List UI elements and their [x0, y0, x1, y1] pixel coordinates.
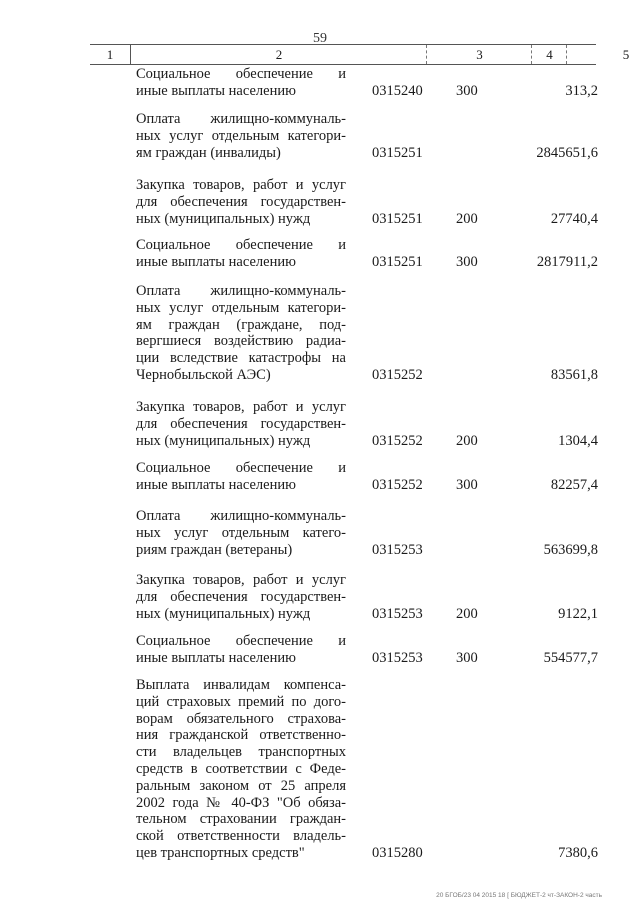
row-description-line: ных (муниципальных) нужд [136, 432, 311, 449]
row-code: 0315240 [372, 82, 423, 99]
row-description-line: для обеспечения государствен- [136, 415, 346, 432]
row-description [136, 460, 346, 494]
row-code: 0315251 [372, 210, 423, 227]
table-header-row [90, 44, 630, 65]
row-description [136, 399, 346, 449]
row-description-line: тельном страховании граждан- [136, 811, 346, 828]
row-code: 0315252 [372, 476, 423, 493]
row-amount: 554577,7 [543, 649, 598, 666]
row-type: 300 [456, 82, 478, 99]
row-code: 0315252 [372, 367, 423, 383]
row-description [136, 111, 346, 161]
row-amount: 82257,4 [550, 476, 598, 493]
row-code: 0315253 [372, 649, 423, 666]
row-description-line: иные выплаты населению [136, 253, 296, 270]
row-description-line: иные выплаты населению [136, 476, 296, 493]
row-description [136, 572, 346, 622]
header-col-3: 3 [426, 45, 532, 64]
footer-code: 20 БГОБ/23 04 2015 18 [ БЮДЖЕТ-2 чт-ЗАКОН-2 часть [436, 892, 602, 899]
row-description-line: ных (муниципальных) нужд [136, 605, 311, 622]
row-amount: 9122,1 [558, 605, 598, 622]
row-description [136, 177, 346, 227]
row-type: 200 [456, 605, 478, 622]
row-type: 300 [456, 253, 478, 270]
row-type: 300 [456, 649, 478, 666]
row-description-line: Закупка товаров, работ и услуг [136, 177, 346, 193]
row-amount: 83561,8 [550, 367, 598, 383]
row-description [136, 66, 346, 100]
row-type: 300 [456, 476, 478, 493]
row-code: 0315253 [372, 541, 423, 558]
row-description-line: ных (муниципальных) нужд [136, 210, 311, 227]
row-description-line: Оплата жилищно-коммуналь- [136, 508, 346, 524]
row-description-line: Оплата жилищно-коммуналь- [136, 283, 346, 299]
row-amount: 2845651,6 [536, 144, 598, 161]
page-number: 59 [313, 31, 327, 46]
row-description-line: сти владельцев транспортных [136, 744, 346, 761]
row-description-line: ций страховых премий по дого- [136, 693, 346, 710]
row-description-line: Закупка товаров, работ и услуг [136, 399, 346, 415]
header-col-2: 2 [130, 45, 427, 64]
row-description-line: ской ответственности владель- [136, 828, 346, 845]
row-description [136, 508, 346, 558]
row-description-line: Социальное обеспечение и [136, 237, 346, 253]
row-description-line: ных услуг отдельным категори- [136, 127, 346, 144]
row-description [136, 633, 346, 667]
row-description-line: ям граждан (граждане, под- [136, 316, 346, 333]
row-code: 0315251 [372, 144, 423, 161]
row-description-line: ных услуг отдельным категори- [136, 299, 346, 316]
row-description-line: Оплата жилищно-коммуналь- [136, 111, 346, 127]
row-type: 200 [456, 210, 478, 227]
row-description-line: 2002 года № 40-ФЗ "Об обяза- [136, 794, 346, 811]
row-code: 0315251 [372, 253, 423, 270]
row-description-line: ральным законом от 25 апреля [136, 777, 346, 794]
row-description-line: средств в соответствии с Феде- [136, 760, 346, 777]
row-description-line: вергшиеся воздействию радиа- [136, 333, 346, 350]
row-description-line: для обеспечения государствен- [136, 588, 346, 605]
row-description-line: ям граждан (инвалиды) [136, 144, 281, 161]
row-description [136, 237, 346, 271]
row-description-line: иные выплаты населению [136, 649, 296, 666]
row-description-line: ния гражданской ответственно- [136, 727, 346, 744]
row-amount: 563699,8 [543, 541, 598, 558]
row-type: 200 [456, 432, 478, 449]
row-description-line: Социальное обеспечение и [136, 460, 346, 476]
row-description-line: цев транспортных средств" [136, 844, 305, 861]
header-col-1: 1 [106, 47, 114, 62]
row-description [136, 283, 346, 384]
row-description-line: ции вследствие катастрофы на [136, 350, 346, 367]
row-amount: 1304,4 [558, 432, 598, 449]
row-description-line: Выплата инвалидам компенса- [136, 677, 346, 693]
row-description-line: Чернобыльской АЭС) [136, 366, 271, 383]
row-amount: 2817911,2 [536, 253, 598, 270]
row-description-line: Закупка товаров, работ и услуг [136, 572, 346, 588]
row-amount: 313,2 [565, 82, 598, 99]
row-code: 0315252 [372, 432, 423, 449]
row-description-line: Социальное обеспечение и [136, 633, 346, 649]
row-amount: 27740,4 [550, 210, 598, 227]
header-col-5: 5 [566, 45, 640, 64]
row-description-line: ных услуг отдельным катего- [136, 524, 346, 541]
row-description-line: иные выплаты населению [136, 82, 296, 99]
row-code: 0315280 [372, 845, 423, 861]
row-code: 0315253 [372, 605, 423, 622]
header-col-4: 4 [531, 45, 567, 64]
row-amount: 7380,6 [558, 845, 598, 861]
row-description-line: для обеспечения государствен- [136, 193, 346, 210]
row-description-line: ворам обязательного страхова- [136, 710, 346, 727]
row-description [136, 677, 346, 862]
row-description-line: риям граждан (ветераны) [136, 541, 293, 558]
row-description-line: Социальное обеспечение и [136, 66, 346, 82]
